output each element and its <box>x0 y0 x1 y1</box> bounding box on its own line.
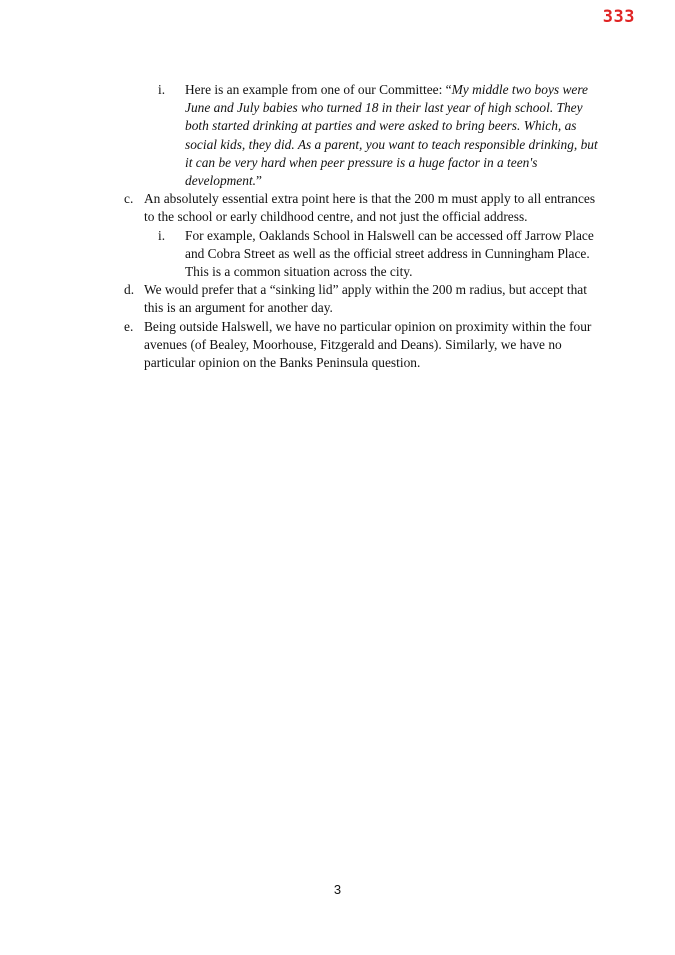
list-marker: i. <box>158 227 166 243</box>
list-item-text-intro: Here is an example from one of our Committee: “ <box>185 82 452 97</box>
list-marker: e. <box>124 318 134 334</box>
page-stamp-number: 333 <box>602 7 635 27</box>
list-item-text: For example, Oaklands School in Halswell can be accessed off Jarrow Place and Cobra Street as well as the official street address in Cunningham Place. This is a common situation across the city. <box>185 227 594 280</box>
list-item-text: Being outside Halswell, we have no particular opinion on proximity within the four avenues (of Bealey, Moorhouse, Fitzgerald and Deans). Similarly, we have no particular opinion on the Banks Peninsula question. <box>144 318 592 371</box>
list-item-proximity <box>124 318 604 373</box>
list-item-oaklands-example <box>158 227 603 282</box>
list-item-entrances <box>124 190 604 226</box>
list-item-quote-example <box>158 81 603 190</box>
page-number: 3 <box>333 882 342 897</box>
list-item-text: We would prefer that a “sinking lid” apply within the 200 m radius, but accept that this is an argument for another day. <box>144 282 587 316</box>
list-item-sinking-lid <box>124 281 604 317</box>
list-marker: d. <box>124 282 135 298</box>
document-body <box>0 81 675 372</box>
list-item-text: An absolutely essential extra point here is that the 200 m must apply to all entrances to the school or early childhood centre, and not just the official address. <box>144 191 596 225</box>
committee-quote: My middle two boys were June and July babies who turned 18 in their last year of high school. They both started drinking at parties and were asked to bring beers. Which, as social kids, they did. As a parent, you want to teach responsible drinking, but it can be very hard when peer pressure is a huge factor in a teen's development. <box>185 82 598 189</box>
list-marker: i. <box>158 82 166 97</box>
quote-close-mark: ” <box>256 173 262 189</box>
list-marker: c. <box>124 191 134 207</box>
